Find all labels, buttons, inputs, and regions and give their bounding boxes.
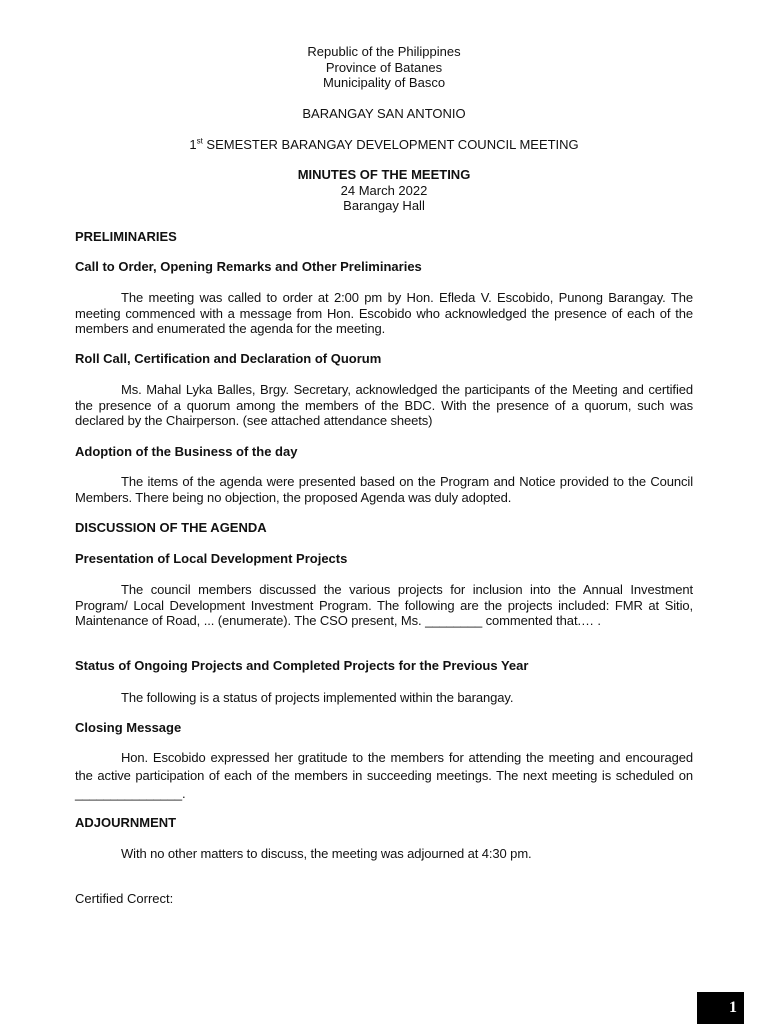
minutes-block <box>0 167 768 214</box>
paragraph-adjournment: With no other matters to discuss, the meeting was adjourned at 4:30 pm. <box>121 846 532 861</box>
heading-roll-call: Roll Call, Certification and Declaration of Quorum <box>75 351 382 366</box>
meeting-ordinal-suffix: st <box>196 136 203 146</box>
document-header <box>0 44 768 91</box>
section-preliminaries: PRELIMINARIES <box>75 229 177 244</box>
meeting-title-text: SEMESTER BARANGAY DEVELOPMENT COUNCIL MEETING <box>202 137 579 152</box>
country-line: Republic of the Philippines <box>307 44 461 59</box>
minutes-title: MINUTES OF THE MEETING <box>297 167 471 182</box>
paragraph-adoption: The items of the agenda were presented based on the Program and Notice provided to the Council Members. There being no objection, the proposed Agenda was duly adopted. <box>75 474 693 505</box>
heading-projects: Presentation of Local Development Projects <box>75 551 348 566</box>
certified-correct: Certified Correct: <box>75 891 174 906</box>
meeting-title <box>0 137 768 153</box>
heading-closing: Closing Message <box>75 720 182 735</box>
section-discussion: DISCUSSION OF THE AGENDA <box>75 520 267 535</box>
heading-adoption: Adoption of the Business of the day <box>75 444 298 459</box>
barangay-title: BARANGAY SAN ANTONIO <box>302 106 466 121</box>
municipality-line: Municipality of Basco <box>322 75 446 90</box>
paragraph-roll-call: Ms. Mahal Lyka Balles, Brgy. Secretary, acknowledged the participants of the Meeting and certified the presence of a quorum among the members of the BDC. With the presence of a quorum, such was declared by the Chairperson. (see attached attendance sheets) <box>75 382 693 428</box>
paragraph-status: The following is a status of projects implemented within the barangay. <box>121 690 514 705</box>
province-line: Province of Batanes <box>325 59 443 75</box>
meeting-date: 24 March 2022 <box>340 182 428 198</box>
paragraph-projects: The council members discussed the various projects for inclusion into the Annual Investment Program/ Local Development Investment Program. The following are the projects included: FMR at Sitio, Maintenance of Road, ... (enumerate). The CSO present, Ms. ________ commented that.… . <box>75 582 693 628</box>
heading-call-to-order: Call to Order, Opening Remarks and Other Preliminaries <box>75 259 422 274</box>
heading-status: Status of Ongoing Projects and Completed Projects for the Previous Year <box>75 658 529 673</box>
meeting-venue: Barangay Hall <box>343 198 425 213</box>
meeting-ordinal: 1 <box>189 137 197 152</box>
page-number: 1 <box>697 992 744 1024</box>
paragraph-closing: Hon. Escobido expressed her gratitude to the members for attending the meeting and encouraged the active participation of each of the members in succeeding meetings. The next meeting is scheduled on _______________. <box>75 750 693 801</box>
section-adjournment: ADJOURNMENT <box>75 815 177 830</box>
paragraph-call-to-order: The meeting was called to order at 2:00 pm by Hon. Efleda V. Escobido, Punong Barangay. The meeting commenced with a message from Hon. Escobido who acknowledged the presence of each of the members and enumerated the agenda for the meeting. <box>75 290 693 336</box>
